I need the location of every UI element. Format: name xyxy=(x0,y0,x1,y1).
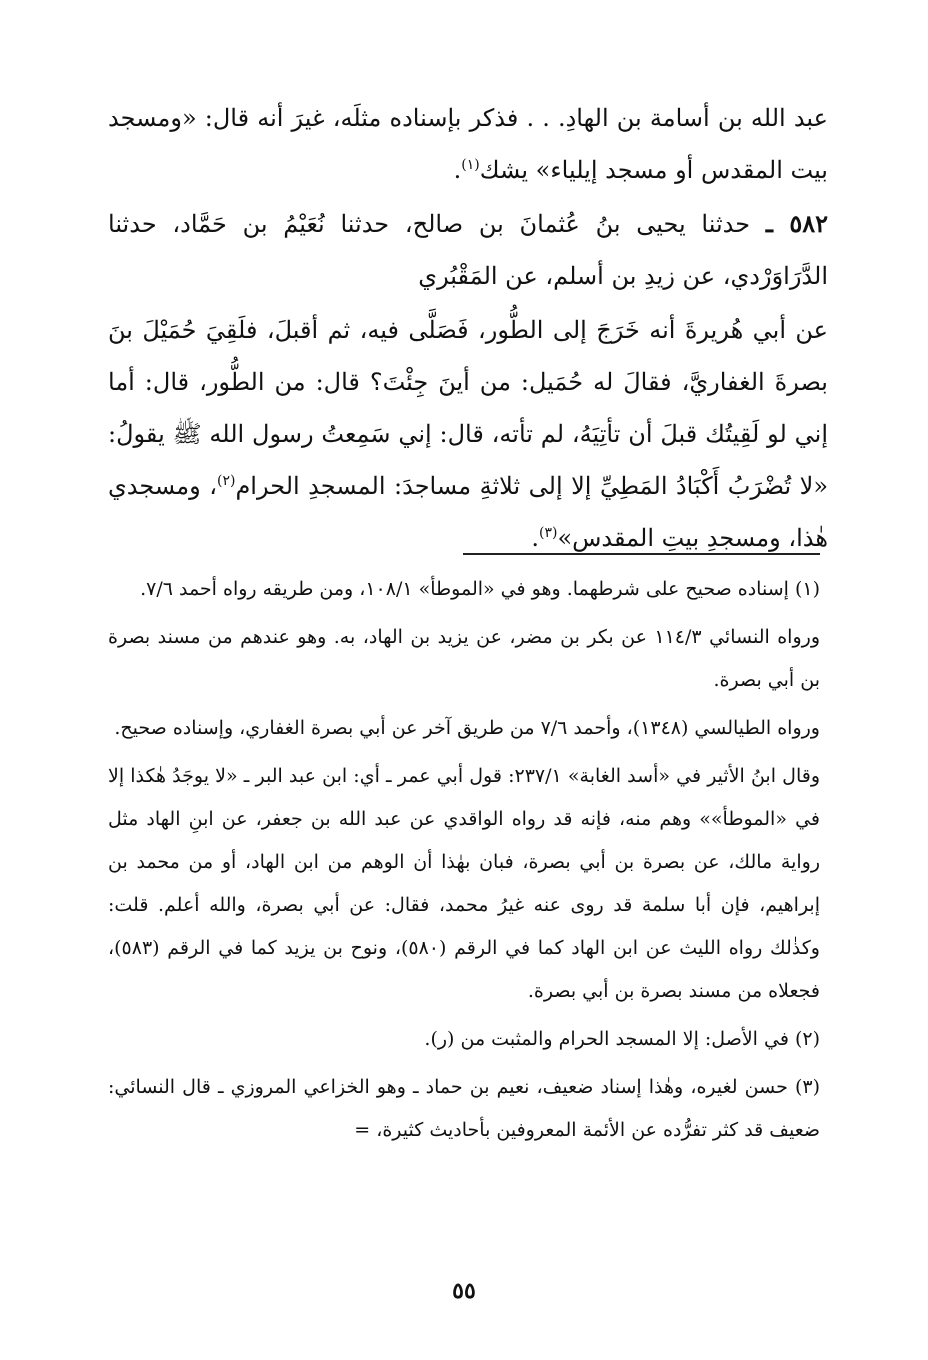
footnote-1: (١) إسناده صحيح على شرطهما. وهو في «الموطأ» ١٠٨/١، ومن طريقه رواه أحمد ٧/٦. xyxy=(140,578,820,600)
footnote-1-continued: ورواه النسائي ١١٤/٣ عن بكر بن مضر، عن يزيد بن الهاد، به. وهو عندهم من مسند بصرة بن أبي بصرة. xyxy=(108,626,820,691)
footnote-ref-2: (٢) xyxy=(216,473,236,489)
matn-text-a: عن أبي هُريرةَ أنه خَرَجَ إلى الطُّور، فَصَلَّى فيه، ثم أقبلَ، فلَقِيَ حُمَيْلَ بنَ بصرةَ الغفاريَّ، فقالَ له حُمَيل: من أينَ جِئْتَ؟ قال: من الطُّور، قال: أما إني لو لَقِيتُك قبلَ أن تأتِيَهُ، لم تأته، قال: إني سَمِعتُ رسول الله ﷺ يقولُ: «لا تُضْرَبُ أَكْبَادُ المَطِيِّ إلا إلى ثلاثةِ مساجدَ: المسجدِ الحرام xyxy=(108,316,828,500)
continuation-text: عبد الله بن أسامة بن الهادِ. . . فذكر بإسناده مثلَه، غيرَ أنه قال: «ومسجد بيت المقدس أو مسجد إيلياء» يشك xyxy=(108,104,828,184)
isnad-text: حدثنا يحيى بنُ عُثمانَ بن صالح، حدثنا نُعَيْمُ بن حَمَّاد، حدثنا الدَّرَاوَرْدي، عن زيدِ بن أسلم، عن المَقْبُري xyxy=(108,210,828,290)
footnote-1-continued: ورواه الطيالسي (١٣٤٨)، وأحمد ٧/٦ من طريق آخر عن أبي بصرة الغفاري، وإسناده صحيح. xyxy=(114,717,820,739)
continuation-end: . xyxy=(453,156,462,184)
page-number: ٥٥ xyxy=(452,1278,476,1304)
continuation-paragraph xyxy=(108,92,828,196)
main-text xyxy=(108,92,828,564)
footnote-3: (٣) حسن لغيره، وهٰذا إسناد ضعيف، نعيم بن حماد ـ وهو الخزاعي المروزي ـ قال النسائي: ضعيف قد كثر تفرُّده عن الأئمة المعروفين بأحاديث كثيرة، = xyxy=(108,1076,820,1141)
matn-end: . xyxy=(531,524,539,552)
footnote-ref-1: (١) xyxy=(461,157,480,173)
footnote-ref-3: (٣) xyxy=(538,525,558,541)
hadith-isnad xyxy=(108,198,828,302)
footnotes xyxy=(108,568,820,1152)
footnote-separator xyxy=(463,553,820,555)
hadith-number: ٥٨٢ ـ xyxy=(765,209,829,238)
hadith-matn xyxy=(108,304,828,564)
matn-text-b: ، ومسجدي هٰذا، ومسجدِ بيتِ المقدس» xyxy=(108,472,828,552)
footnote-2: (٢) في الأصل: إلا المسجد الحرام والمثبت من (ر). xyxy=(424,1028,820,1050)
footnote-1-continued: وقال ابنُ الأثير في «أسد الغابة» ٢٣٧/١: قول أبي عمر ـ أي: ابن عبد البر ـ «لا يوجَدُ هٰكذا إلا في «الموطأ»» وهم منه، فإنه قد رواه الواقدي عن عبد الله بن جعفر، عن ابنِ الهاد مثل رواية مالك، عن بصرة بن أبي بصرة، فبان بهٰذا أن الوهم من ابن الهاد، أو من محمد بن إبراهيم، فإن أبا سلمة قد روى عنه غيرُ محمد، فقال: عن أبي بصرة، والله أعلم. قلت: وكذٰلك رواه الليث عن ابن الهاد كما في الرقم (٥٨٠)، ونوح بن يزيد كما في الرقم (٥٨٣)، فجعلاه من مسند بصرة بن أبي بصرة. xyxy=(108,765,821,1002)
